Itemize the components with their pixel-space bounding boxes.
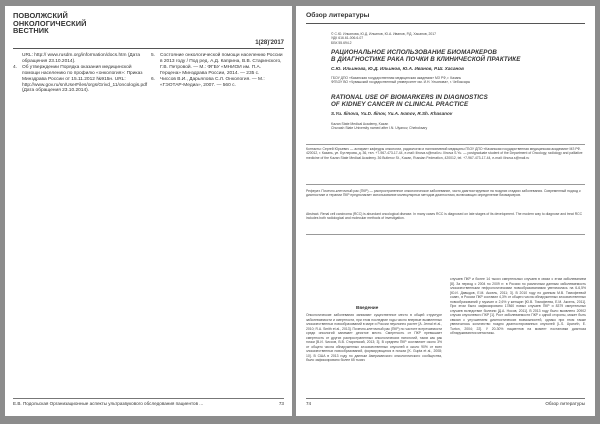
left-page [5,6,292,416]
article-title-en: RATIONAL USE OF BIOMARKERS IN DIAGNOSTICS OF KIDNEY CANCER IN CLINICAL PRACTICE [331,94,488,108]
page-number: 74 [306,401,312,406]
section-divider [306,144,585,145]
header-divider [13,48,284,49]
reference-item: 6. Чиссов В.И., Дарьялова С.Л. Онкология. — М.: «ГЭОТАР-Медиа», 2007. — 560 с. [151,76,265,88]
abstract-en: Abstract. Renal cell carcinoma (RCC) is abundant oncological disease. In many cases RCC is diagnosed on late stages of its development. The modern way to diagnose and treat RCC includes both radiological and molecular methods of investigation. [306,212,583,221]
reference-item: 4. Об утверждении Порядка оказания медицинской помощи населению по профилю «онкология»: Приказ Минздрава России от 15.11.2012 №915н. URL: http://www.gov.ru/sn/UserFiles/orgs/Grivd_11/oncologis.pdf (Дата обращения 23.10.2014). [13,64,148,94]
journal-title: ПОВОЛЖСКИЙ ОНКОЛОГИЧЕСКИЙ ВЕСТНИК [13,11,87,36]
footer-running-title: Е.В. Подольская Организационные аспекты ультразвукового обследования пациентов ... [13,401,204,406]
reference-item: 5. Состояние онкологической помощи населению России в 2013 году / Под ред. А.Д. Каприна, В.В. Старинского, Г.В. Петровой. — М.: ФГБУ «МНИОИ им. П.А. Герцена» Минздрава России, 2014. — 235 с. [151,53,283,76]
article-meta: © С.Ю. Ильинова, Ю.Д. Ильинов, Ю.А. Иванов, Р.Д. Хасанов, 2017 УДК 616.61-006.6-07 ББК 55.694.2 [331,32,437,45]
section-title: Обзор литературы [306,12,370,19]
abstract-ru: Реферат. Почечно-клеточный рак (ПКР) — распространенное онкологическое заболевание, часто диагностируемое на поздних стадиях заболевания. Современный подход к диагностике и терапии ПКР предполагает использование молекулярных методов диагностики, включающих определение биомаркеров. [306,189,581,198]
affiliation-ru: ГБОУ ДПО «Казанская государственная медицинская академия» МЗ РФ, г. Казань ФГБОУ ВО «Чувашский государственный университет им. И.Н. Ульянова», г. Чебоксары [331,76,471,85]
introduction-heading: Введение [356,305,379,310]
section-divider [306,234,585,235]
references-column-2 [151,53,283,88]
header-divider [306,23,585,24]
body-column-1: Онкологические заболевания занимают существенное место в общей структуре заболеваемости и смертности, при этом последние годы число впервые выявленных злокачественных новообразований в мире и России неуклонно растет [A. Jemal et al., 2010; R.A. Smith et al., 2013]. Почечно-клеточный рак (ПКР) по частоте встречаемости среди онкологий занимает десятое место. Смертность от ПКР превышает смертность от других распространенных онкологических патологий, таких как рак почки [В.И. Чиссов, В.В. Старинский, 2013; 3]. В среднем ПКР составляет около 3% от общего числа обнаруженных злокачественных опухолей и около 90% от всех злокачественных новообразований, формирующихся в почках [K. Gupta et al., 2008; 10]. В США в 2013 году по данным Американского онкологического сообщества, было зафиксировано более 65 тысяч [306,313,442,362]
footer-section: Обзор литературы [545,401,585,406]
article-title-ru: РАЦИОНАЛЬНОЕ ИСПОЛЬЗОВАНИЕ БИОМАРКЕРОВ В ДИАГНОСТИКЕ РАКА ПОЧКИ В КЛИНИЧЕСКОЙ ПРАКТИКЕ [331,49,521,63]
issue-number: 1(28)'2017 [255,40,284,46]
right-page-footer [306,398,585,406]
references-column-1 [13,53,148,94]
right-page [296,6,595,416]
contact-info: Контакты: Сергей Юрьевич — аспирант кафедры онкологии, радиологии и паллиативной медицины ГБОУ ДПО «Казанская государственная медицинская академия» МЗ РФ. 420012, г. Казань, ул. Бутлерова, д. 36, тел. +7-967-473-17-44, e-mail: ilinova.s@mail.ru. Ilinova S.Yu. — postgraduate student of the Department of Oncology, radiology and palliative medicine of the Kazan State Medical Academy. 36 Butlerov St., Kazan, Russian Federation, 420012, tel. +7-967-473-17-44, e-mail: ilinova.s@mail.ru [306,147,583,160]
body-column-2: случаев ПКР и более 14 тысяч смертельных случаев в связи с этим заболеванием [8]. За период с 2004 по 2009 гг. в России по различным данным заболеваемость злокачественными нефрологическими новообразованиями увеличилась на 6-6,5% [Ю.И. Давыдов, Е.М. Аксель, 2011; 3]. В 2010 году по данным М.В. Тимофеевой соавт., в России ПКР составил 4,3% от общего числа обнаруженных злокачественных новообразований у мужчин и 2,6% у женщин [Ю.В. Тимофеева, Е.М. Аксель, 2011]. При этом было зафиксировано 17860 новых случаев ПКР и 8379 смертельных случаев вследствие болезни [Д.А. Носов, 2011]. В 2013 году было выявлено 20902 случая опухолевого ПКР [1]. Рост заболеваемости ПКР с одной стороны, может быть связан с улучшением диагностических возможностей, однако при этом также увеличилось количество поздно диагностированных опухолей [L.S. Upworth, E. Turton, 2004; 22]. У 20-30% пациентов на момент постановки диагноза обнаруживаются метастазы. [450,277,586,335]
page-number: 73 [278,401,284,406]
affiliation-en: Kazan State Medical Academy, Kazan Chuvash State University named after I.N. Ulyanov, Cheboksary [331,122,428,131]
section-divider [306,184,585,185]
authors-ru: С.Ю. Ильинова, Ю.Д. Ильинов, Ю.А. Иванов, Р.Ш. Хасанов [331,66,464,71]
reference-item: URL: http:// www.rusdm.org/information/docs.htm (Дата обращения 23.10.2014). [22,53,141,64]
authors-en: S.Yu. Ilinova, Yu.D. Ilinov, Yu.A. Ivanov, R.Sh. Khasanov [331,111,453,116]
left-page-footer [13,398,284,406]
